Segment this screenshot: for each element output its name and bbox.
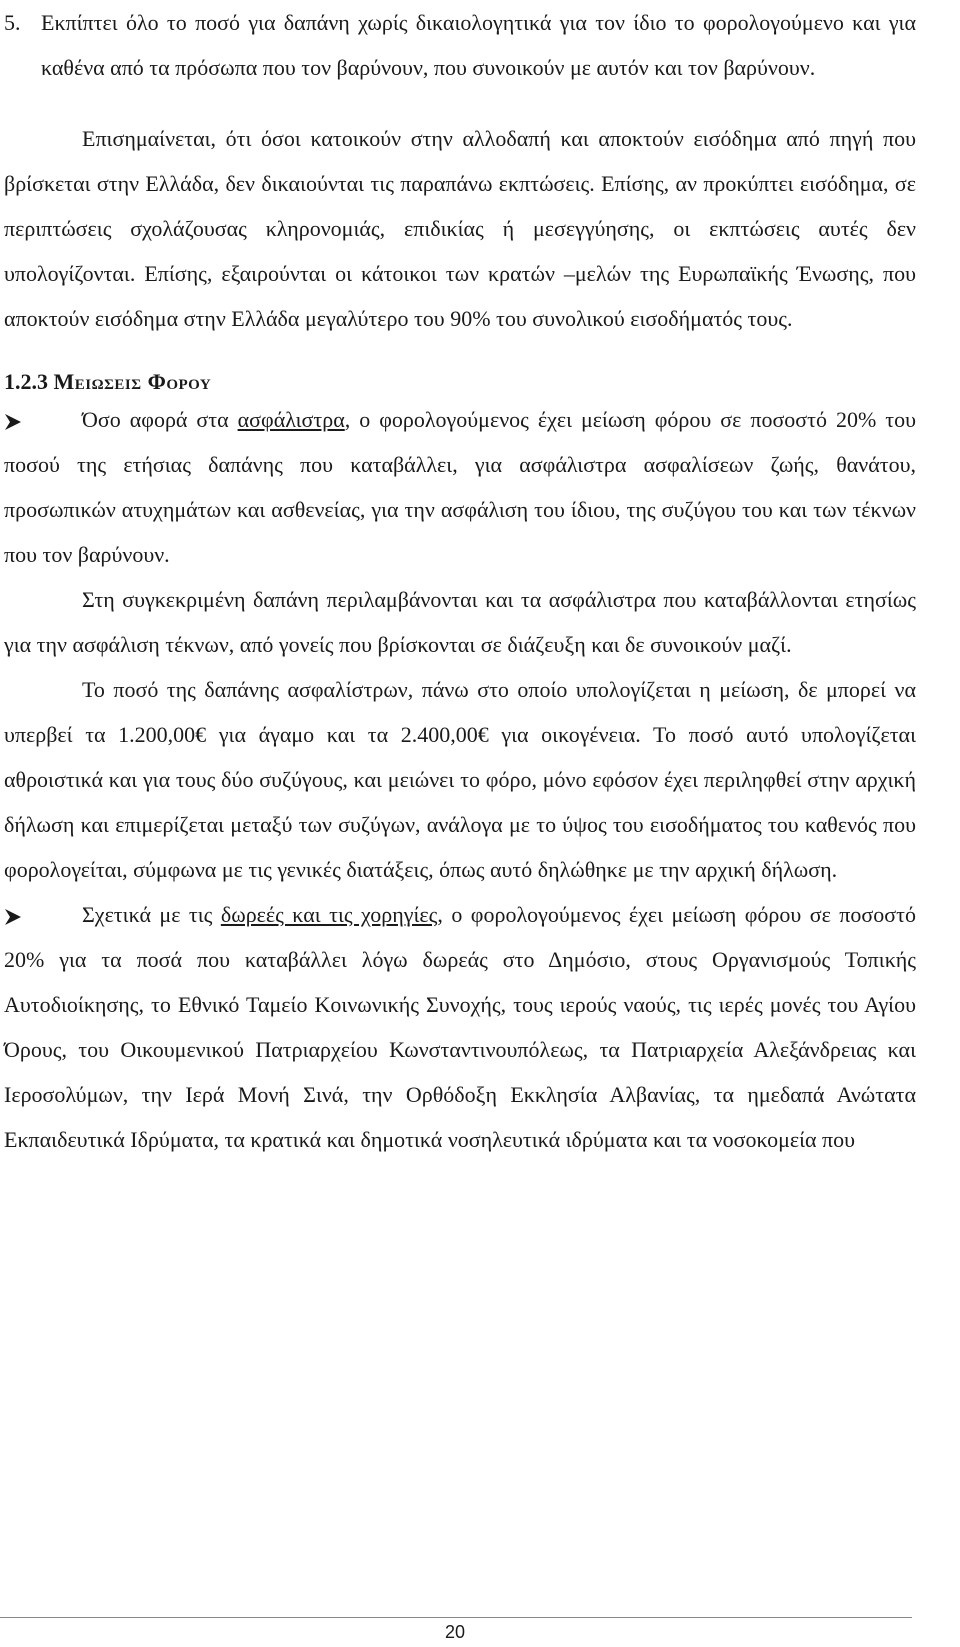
bullet-text-end: , ο φορολογούμενος έχει μείωση φόρου σε ποσοστό 20% για τα ποσά που καταβάλλει λόγω δωρεάς στο Δημόσιο, στους Οργανισμούς Τοπικής Αυτοδιοίκησης, το Εθνικό Ταμείο Κοινωνικής Συνοχής, τους ιερούς ναούς, τις ιερές μονές του Αγίου Όρους, του Οικουμενικού Πατριαρχείου Κωνσταντινουπόλεως, τα Πατριαρχεία Αλεξάνδρειας και Ιεροσολύμων, την Ιερά Μονή Σινά, την Ορθόδοξη Εκκλησία Αλβανίας, τα ημεδαπά Ανώτατα Εκπαιδευτικά Ιδρύματα, τα κρατικά και δημοτικά νοσηλευτικά ιδρύματα και τα νοσοκομεία που: [4, 902, 916, 1152]
arrow-bullet-icon: [4, 892, 34, 937]
bullet-text-end: , ο φορολογούμενος έχει μείωση φόρου σε ποσοστό 20% του ποσού της ετήσιας δαπάνης που καταβάλλει, για ασφάλιστρα ασφαλίσεων ζωής, θανάτου, προσωπικών ατυχημάτων και ασθενείας, για την ασφάλιση του ίδιου, της συζύγου του και των τέκνων που τον βαρύνουν.: [4, 407, 917, 567]
document-page: [4, 0, 916, 1162]
paragraph-residents: Επισημαίνεται, ότι όσοι κατοικούν στην αλλοδαπή και αποκτούν εισόδημα από πηγή που βρίσκεται στην Ελλάδα, δεν δικαιούνται τις παραπάνω εκπτώσεις. Επίσης, αν προκύπτει εισόδημα, σε περιπτώσεις σχολάζουσας κληρονομιάς, επιδικίας ή μεσεγγύησης, οι εκπτώσεις αυτές δεν υπολογίζονται. Επίσης, εξαιρούνται οι κάτοικοι των κρατών –μελών της Ευρωπαϊκής Ένωσης, που αποκτούν εισόδημα στην Ελλάδα μεγαλύτερο του 90% του συνολικού εισοδήματός τους.: [4, 126, 916, 331]
bullet-insurance: [4, 397, 916, 577]
paragraph-children: Στη συγκεκριμένη δαπάνη περιλαμβάνονται και τα ασφάλιστρα που καταβάλλονται ετησίως για την ασφάλιση τέκνων, από γονείς που βρίσκονται σε διάζευξη και δε συνοικούν μαζί.: [4, 587, 916, 657]
insurance-link: ασφάλιστρα: [237, 407, 345, 432]
bullet-donations: [4, 892, 916, 1162]
donations-link: δωρεές και τις χορηγίες: [220, 902, 438, 927]
list-item-number: 5.: [4, 10, 21, 35]
section-heading: [4, 367, 916, 397]
page-number: 20: [445, 1622, 466, 1642]
section-title: Μειωσεισ Φορου: [53, 369, 212, 394]
list-item-text: Εκπίπτει όλο το ποσό για δαπάνη χωρίς δικαιολογητικά για τον ίδιο το φορολογούμενο και για καθένα από τα πρόσωπα που τον βαρύνουν, που συνοικούν με αυτόν και τον βαρύνουν.: [41, 10, 916, 80]
section-number: 1.2.3: [4, 369, 48, 394]
paragraph-amount: Το ποσό της δαπάνης ασφαλίστρων, πάνω στο οποίο υπολογίζεται η μείωση, δε μπορεί να υπερβεί τα 1.200,00€ για άγαμο και τα 2.400,00€ για οικογένεια. Το ποσό αυτό υπολογίζεται αθροιστικά και για τους δύο συζύγους, και μειώνει το φόρο, μόνο εφόσον έχει περιληφθεί στην αρχική δήλωση και επιμερίζεται μεταξύ των συζύγων, ανάλογα με το ύψος του εισοδήματος του καθενός που φορολογείται, σύμφωνα με τις γενικές διατάξεις, όπως αυτό δηλώθηκε με την αρχική δήλωση.: [4, 677, 916, 882]
list-item-5: [4, 0, 916, 90]
arrow-bullet-icon: [4, 397, 34, 442]
footer-divider: [0, 1617, 912, 1618]
bullet-text-start: Σχετικά με τις: [82, 902, 221, 927]
bullet-text-start: Όσο αφορά στα: [82, 407, 238, 432]
